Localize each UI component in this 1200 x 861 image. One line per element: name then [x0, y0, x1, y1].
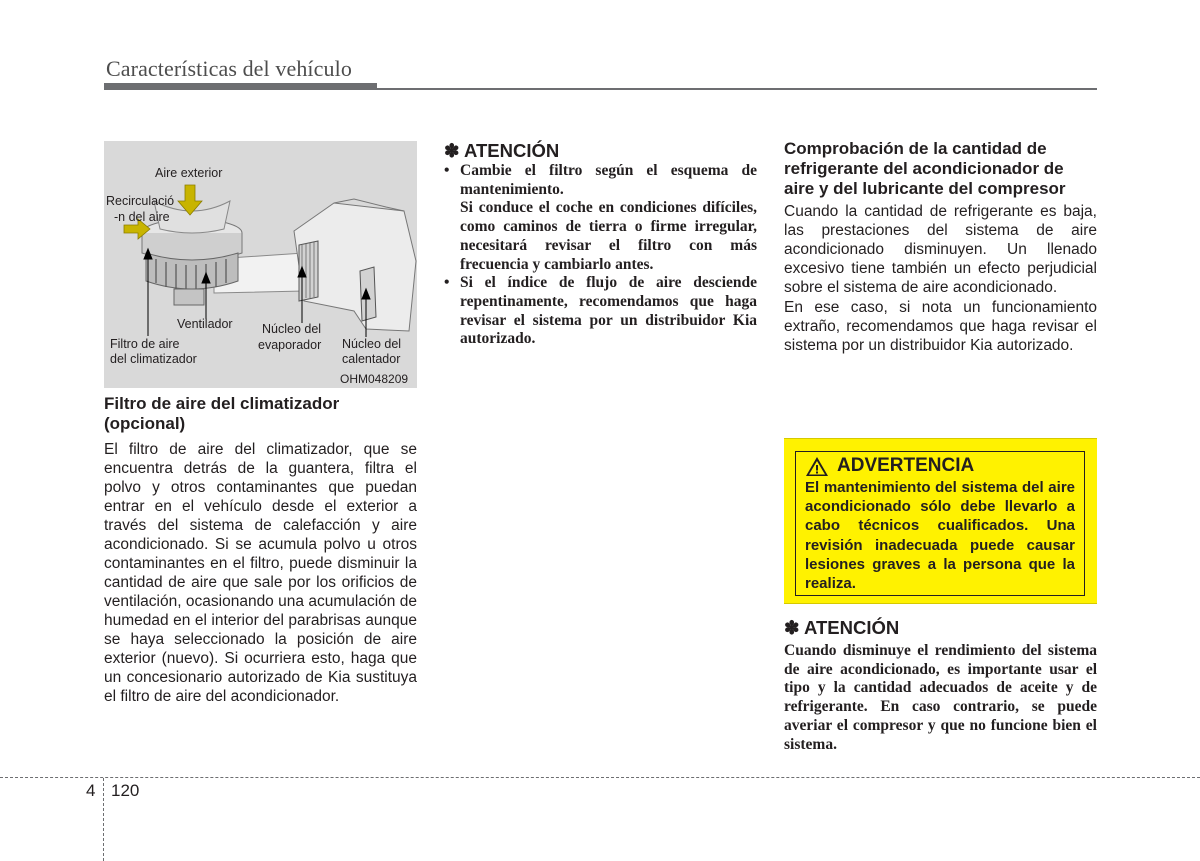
- cabin-filter-body: El filtro de aire del climatizador, que se encuentra detrás de la guantera, filtra el polvo y otros contaminantes que puedan entrar en el vehículo desde el exterior a través del sistema de calefacción y aire acondicionado. Si se acumula polvo u otros contaminantes en el filtro, puede disminuir la cantidad de aire que sale por los orificios de ventilación, ocasionando una acumulación de humedad en el interior del parabrisas aunque se haya seleccionado la posición de aire exterior (nuevo). Si ocurriera esto, haga que un concesionario autorizado de Kia sustituya el filtro de aire del acondicionador.: [104, 441, 417, 705]
- section-title-cabin-filter: Filtro de aire del climatizador (opcional): [104, 394, 340, 433]
- page-number: 120: [111, 781, 140, 800]
- attention-star-icon: ✽: [444, 140, 460, 161]
- attention-item-1-text-a: Cambie el filtro según el esquema de mantenimiento.: [460, 162, 757, 198]
- right-column: [784, 139, 1097, 355]
- chapter-number: 4: [86, 781, 96, 800]
- attention-title-1: ATENCIÓN: [463, 140, 560, 161]
- refrigerant-para-2: En ese caso, si nota un funcionamiento extraño, recomendamos que haga revisar el sistema por un distribuidor Kia autorizado.: [784, 299, 1097, 354]
- warning-box: [784, 438, 1097, 604]
- attention-list-1: [444, 162, 757, 349]
- label-evaporator-2: evaporador: [258, 338, 322, 352]
- label-heater-2: calentador: [342, 352, 401, 366]
- attention-block-2: [784, 617, 1097, 754]
- warning-heading: [805, 454, 1075, 478]
- label-filter-1: Filtro de aire: [110, 337, 180, 351]
- attention-star-icon: ✽: [784, 617, 800, 638]
- footer-dashed-rule: [0, 777, 1200, 778]
- label-outside-air: Aire exterior: [155, 166, 223, 180]
- label-fan: Ventilador: [177, 317, 233, 331]
- attention-item-2: [444, 274, 757, 349]
- section-title-refrigerant: Comprobación de la cantidad de refrigerante del acondicionador de aire y del lubricante del compresor: [784, 139, 1066, 198]
- attention-item-1: [444, 162, 757, 274]
- label-filter-2: del climatizador: [110, 352, 197, 366]
- attention-item-2-text: Si el índice de flujo de aire desciende repentinamente, recomendamos que haga revisar el sistema por un distribuidor Kia autorizado.: [460, 274, 757, 348]
- attention-heading-1: [444, 140, 757, 162]
- attention-item-1-text-b: Si conduce el coche en condiciones difíciles, como caminos de tierra o firme irregular, necesitará revisar el filtro con más frecuencia y cambiarlo antes.: [460, 199, 757, 273]
- bullet-icon: •: [444, 274, 450, 292]
- bullet-icon: •: [444, 162, 450, 179]
- header-rule: [104, 88, 1097, 90]
- warning-title: ADVERTENCIA: [837, 455, 975, 476]
- label-recirculation-2: -n del aire: [114, 210, 170, 224]
- middle-column: [444, 140, 757, 349]
- label-recirculation-1: Recirculació: [106, 194, 175, 208]
- attention-text-2: Cuando disminuye el rendimiento del sistema de aire acondicionado, es importante usar el tipo y la cantidad adecuados de aceite y de refrigerante. En caso contrario, se puede averiar el compresor y que no funcione bien el sistema.: [784, 642, 1097, 753]
- warning-triangle-icon: [805, 456, 829, 477]
- page-header-title: Características del vehículo: [106, 56, 352, 81]
- figure-code: OHM048209: [340, 372, 409, 386]
- warning-text: El mantenimiento del sistema del aire acondicionado sólo debe llevarlo a cabo técnicos cualificados. Una revisión inadecuada puede causar lesiones graves a la persona que la realiza.: [805, 479, 1075, 593]
- footer-vertical-rule: [103, 778, 104, 861]
- attention-heading-2: [784, 617, 1097, 639]
- label-evaporator-1: Núcleo del: [262, 322, 322, 336]
- label-heater-1: Núcleo del: [342, 337, 402, 351]
- left-column: [104, 394, 417, 706]
- warning-frame: [795, 451, 1085, 596]
- refrigerant-para-1: Cuando la cantidad de refrigerante es baja, las prestaciones del sistema de aire acondicionado disminuyen. Un llenado excesivo tiene también un efecto perjudicial sobre el sistema de aire acondicionado.: [784, 203, 1097, 296]
- hvac-diagram: [104, 141, 417, 388]
- attention-title-2: ATENCIÓN: [803, 617, 900, 638]
